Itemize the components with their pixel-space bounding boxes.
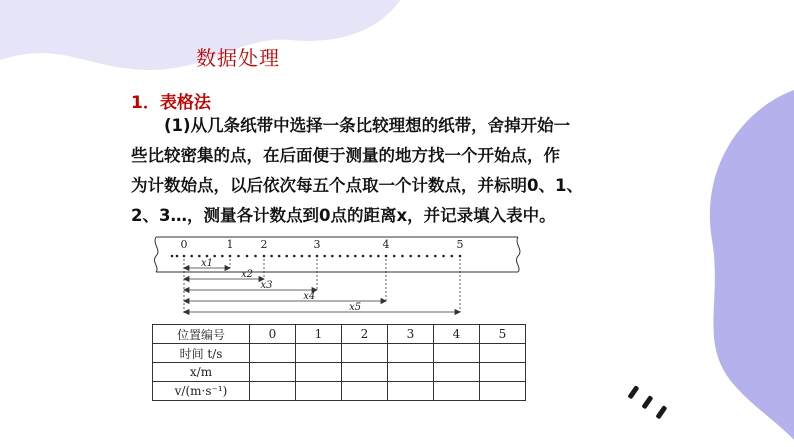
step-number: (1) — [164, 116, 191, 135]
tape-dot — [176, 255, 179, 258]
tape-dot — [459, 255, 462, 258]
column-header: 1 — [296, 325, 342, 344]
table-row — [153, 382, 526, 401]
row-header: 位置编号 — [153, 325, 250, 344]
tape-dot — [385, 255, 388, 258]
point-label-2: 2 — [260, 238, 268, 251]
empty-cell — [388, 382, 434, 401]
row-header: v/(m·s⁻¹) — [153, 382, 250, 401]
tape-dot — [246, 255, 249, 258]
table-row — [153, 325, 526, 344]
point-label-3: 3 — [313, 238, 321, 251]
arrow-head — [184, 299, 189, 304]
empty-cell — [250, 344, 296, 363]
column-header: 5 — [480, 325, 526, 344]
empty-cell — [296, 363, 342, 382]
tape-dot — [426, 255, 429, 258]
segment-label-x5: x5 — [349, 302, 362, 313]
empty-cell — [342, 382, 388, 401]
tape-dot — [369, 255, 372, 258]
tape-dot — [301, 255, 304, 258]
row-header: 时间 t/s — [153, 344, 250, 363]
empty-cell — [480, 344, 526, 363]
instruction-paragraph — [131, 111, 671, 231]
point-labels — [181, 238, 464, 251]
point-label-5: 5 — [456, 238, 464, 251]
arrow-head — [225, 266, 230, 271]
tape-dot — [346, 255, 349, 258]
tape-dot — [393, 255, 396, 258]
tape-dot — [183, 255, 186, 258]
tape-dot — [316, 255, 319, 258]
arrow-head — [184, 277, 189, 282]
empty-cell — [480, 382, 526, 401]
arrow-head — [184, 266, 189, 271]
column-header: 2 — [342, 325, 388, 344]
tape-dot — [442, 255, 445, 258]
row-header: x/m — [153, 363, 250, 382]
tape-dot — [409, 255, 412, 258]
arrow-head — [381, 299, 386, 304]
tape-dot — [213, 255, 216, 258]
segment-label-x1: x1 — [200, 258, 214, 269]
empty-cell — [388, 344, 434, 363]
tape-dot — [339, 255, 342, 258]
paragraph-line-1: (1)从几条纸带中选择一条比较理想的纸带，舍掉开始一 — [164, 116, 571, 135]
arrow-head — [455, 310, 460, 315]
tape-dot — [221, 255, 224, 258]
arrow-head — [184, 310, 189, 315]
empty-cell — [342, 344, 388, 363]
table-row — [153, 363, 526, 382]
tape-dot — [237, 255, 240, 258]
empty-cell — [434, 344, 480, 363]
tape-dot — [331, 255, 334, 258]
data-table — [152, 324, 526, 401]
tape-dot — [171, 255, 174, 258]
column-header: 3 — [388, 325, 434, 344]
tape-dot — [278, 255, 281, 258]
table-row — [153, 344, 526, 363]
tape-dot — [354, 255, 357, 258]
tape-left-tear — [154, 237, 158, 272]
tape-dot — [293, 255, 296, 258]
point-label-4: 4 — [382, 238, 390, 251]
tape-dots — [171, 255, 462, 258]
paragraph-line-3: 为计数始点，以后依次每五个点取一个计数点，并标明0、1、 — [131, 176, 583, 195]
empty-cell — [480, 363, 526, 382]
tape-dot — [190, 255, 193, 258]
sub-heading: 1．表格法 — [131, 93, 211, 113]
tape-dot — [206, 255, 209, 258]
empty-cell — [342, 363, 388, 382]
tape-dot — [418, 255, 421, 258]
section-title: 数据处理 — [196, 46, 280, 70]
tape-dot — [323, 255, 326, 258]
column-header: 4 — [434, 325, 480, 344]
empty-cell — [434, 363, 480, 382]
tape-dot — [198, 255, 201, 258]
empty-cell — [296, 344, 342, 363]
arrow-head — [184, 288, 189, 293]
point-label-1: 1 — [226, 238, 234, 251]
segment-label-x3: x3 — [260, 280, 273, 291]
tape-dot — [229, 255, 232, 258]
dash-marks — [627, 385, 667, 419]
empty-cell — [250, 382, 296, 401]
tape-dot — [270, 255, 273, 258]
segment-label-x4: x4 — [303, 291, 316, 302]
column-header: 0 — [250, 325, 296, 344]
tape-dot — [434, 255, 437, 258]
tape-dot — [450, 255, 453, 258]
right-blob-shape — [710, 90, 794, 440]
paragraph-line-2: 些比较密集的点，在后面便于测量的地方找一个开始点，作 — [131, 146, 560, 165]
tape-dot — [254, 255, 257, 258]
paragraph-line-4: 2、3…，测量各计数点到0点的距离x，并记录填入表中。 — [131, 206, 556, 225]
empty-cell — [434, 382, 480, 401]
tape-dot — [377, 255, 380, 258]
empty-cell — [250, 363, 296, 382]
segment-label-x2: x2 — [240, 269, 254, 280]
measurement-arrows — [184, 266, 460, 315]
tape-dot — [401, 255, 404, 258]
point-label-0: 0 — [180, 238, 188, 251]
tape-right-tear — [516, 237, 520, 272]
empty-cell — [296, 382, 342, 401]
paper-tape-figure — [150, 234, 530, 318]
tape-dot — [362, 255, 365, 258]
tape-dot — [308, 255, 311, 258]
tape-dot — [263, 255, 266, 258]
tape-dot — [285, 255, 288, 258]
empty-cell — [388, 363, 434, 382]
